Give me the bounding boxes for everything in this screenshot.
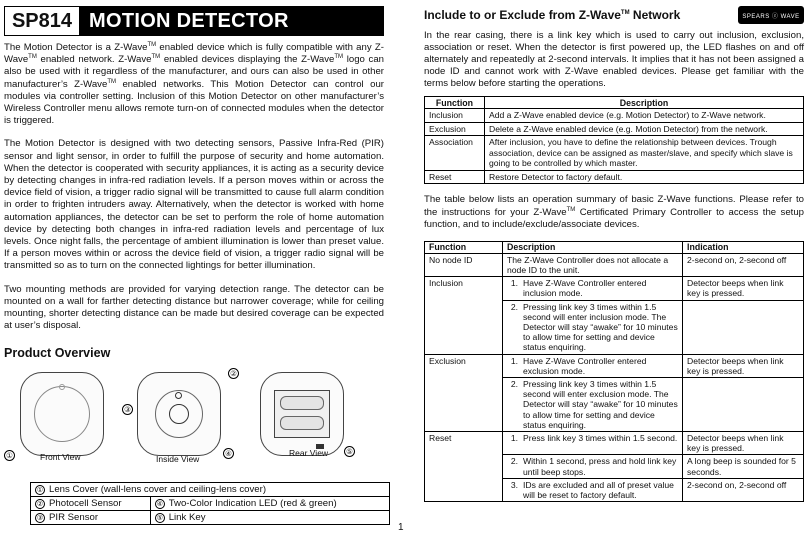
operation-summary-table bbox=[424, 241, 804, 502]
legend-row bbox=[31, 511, 390, 525]
legend-cell bbox=[150, 497, 389, 511]
parts-legend bbox=[30, 482, 390, 525]
operation-step-cell bbox=[503, 478, 683, 501]
step-text: The Z-Wave Controller does not allocate a node ID to the unit. bbox=[507, 254, 669, 275]
legend-text: Lens Cover (wall-lens cover and ceiling-lens cover) bbox=[49, 484, 267, 496]
trademark-sup: TM bbox=[28, 54, 37, 61]
trademark-sup: TM bbox=[107, 78, 116, 85]
step-item bbox=[507, 356, 678, 376]
step-item bbox=[507, 379, 678, 430]
indication-cell: 2-second on, 2-second off bbox=[683, 253, 804, 276]
operation-summary-body bbox=[425, 253, 804, 501]
text-run: The Motion Detector is a Z-Wave bbox=[4, 42, 148, 53]
legend-text: Link Key bbox=[168, 512, 206, 524]
legend-number: ① bbox=[36, 486, 44, 494]
text-run: enabled network. Z-Wave bbox=[36, 54, 152, 66]
column-header: Indication bbox=[683, 241, 804, 253]
text-run: Certificated Primary Controller to access the setup function, and to include/exclude/associate devices. bbox=[424, 206, 804, 230]
mounting-paragraph: Two mounting methods are provided for varying detection range. The detector can be mounted on a wall for farther detecting distance but narrower coverage; while for ceiling mounting, shorter detecting distance can be made but desired coverage can be expected at user’s disposal. bbox=[4, 283, 384, 332]
operation-function-cell: Exclusion bbox=[425, 354, 503, 431]
legend-cell bbox=[31, 483, 390, 497]
right-header bbox=[424, 6, 804, 24]
step-item bbox=[507, 433, 678, 443]
function-description-cell: Delete a Z-Wave enabled device (e.g. Motion Detector) from the network. bbox=[485, 122, 804, 136]
zwave-logo: SPEARS ⓩ WAVE bbox=[738, 6, 804, 24]
front-view-caption: Front View bbox=[40, 452, 81, 463]
function-name-cell: Exclusion bbox=[425, 122, 485, 136]
step-number: 1. bbox=[510, 278, 518, 289]
section-title bbox=[424, 8, 680, 22]
step-number: 1. bbox=[510, 355, 518, 366]
operation-step-cell bbox=[503, 432, 683, 455]
intro-paragraph bbox=[4, 42, 384, 127]
left-column bbox=[4, 6, 384, 525]
sensors-paragraph: The Motion Detector is designed with two detecting sensors, Passive Infra-Red (PIR) sensor and light sensor, in order to fulfill the purpose of security and home automation. When the detector is cooperated with security appliances, it is acting as a security device by detecting changes in infra-red radiation levels. If a person moves within or across the device field of vision, a trigger radio signal will be transmitted to cause full alarm condition in order to frighten intruders away. Alternatively, when the detector is worked with home automation appliances, the detector can be set to perform the role of home automation device by detecting both changes in infra-red radiation levels and percentage of lux levels. Once night falls, the percentage of ambient illumination is lower than preset value. If a person moves within or across the device field of vision, a trigger radio signal will be transmitted so as to turn on the connected lightings for better illumination. bbox=[4, 138, 384, 272]
step-item bbox=[507, 480, 678, 500]
step-text: IDs are excluded and all of preset value will be reset to factory default. bbox=[523, 479, 674, 501]
step-text: Pressing link key 3 times within 1.5 second will enter exclusion mode. The Detector will stay “awake” for 10 minutes to allow time for setting and device status enquiring. bbox=[523, 378, 678, 430]
section-title-sup: TM bbox=[620, 10, 630, 16]
model-number: SP814 bbox=[5, 7, 81, 35]
indication-cell bbox=[683, 377, 804, 431]
callout-3: ③ bbox=[122, 404, 133, 415]
product-title: MOTION DETECTOR bbox=[81, 7, 383, 35]
step-item bbox=[507, 456, 678, 476]
step-item bbox=[507, 278, 678, 298]
callout-4: ④ bbox=[223, 448, 234, 459]
inside-view-caption: Inside View bbox=[156, 454, 200, 465]
function-name-cell: Reset bbox=[425, 170, 485, 184]
legend-cell bbox=[31, 511, 151, 525]
table-row bbox=[425, 253, 804, 276]
operation-function-cell: Reset bbox=[425, 432, 503, 502]
legend-text: PIR Sensor bbox=[49, 512, 99, 524]
text-run: enabled networks. This Motion Detector can control our modules via controller setting. Inclusion of this Motion Detector on other manufacturer’s Wireless Controller menu allows remote turn-on of connected modules when the detector is triggered. bbox=[4, 78, 385, 127]
table-row bbox=[425, 136, 804, 171]
operation-summary-paragraph bbox=[424, 194, 804, 230]
section-title-text: Include to or Exclude from Z-Wave bbox=[424, 8, 621, 22]
indication-cell: A long beep is sounded for 5 seconds. bbox=[683, 455, 804, 478]
rear-view-caption: Rear View bbox=[289, 448, 329, 459]
operation-step-cell bbox=[503, 277, 683, 300]
callout-1: ① bbox=[4, 450, 15, 461]
function-terms-body bbox=[425, 109, 804, 184]
indication-cell: 2-second on, 2-second off bbox=[683, 478, 804, 501]
function-description-cell: Restore Detector to factory default. bbox=[485, 170, 804, 184]
callout-2: ② bbox=[228, 368, 239, 379]
trademark-sup: TM bbox=[147, 41, 157, 48]
legend-row bbox=[31, 483, 390, 497]
function-description-cell: After inclusion, you have to define the relationship between devices. Trough association, device can be assigned as master/slave, and specify which slave is going to be controlled by which master. bbox=[485, 136, 804, 171]
text-run: logo can also be used with it regardless of the manufacturer, and ours can also be used in other manufacturer’s Z-Wave bbox=[4, 54, 385, 90]
title-bar bbox=[4, 6, 384, 36]
operation-function-cell: No node ID bbox=[425, 253, 503, 276]
operation-function-cell: Inclusion bbox=[425, 277, 503, 354]
legend-number: ⑤ bbox=[156, 514, 163, 522]
column-header: Function bbox=[425, 241, 503, 253]
legend-number: ② bbox=[36, 500, 44, 508]
product-views bbox=[4, 368, 384, 478]
legend-number: ④ bbox=[156, 500, 163, 508]
table-row bbox=[425, 354, 804, 377]
legend-number: ③ bbox=[36, 514, 44, 522]
function-name-cell: Inclusion bbox=[425, 109, 485, 123]
trademark-sup: TM bbox=[566, 206, 576, 213]
indication-cell: Detector beeps when link key is pressed. bbox=[683, 354, 804, 377]
indication-cell: Detector beeps when link key is pressed. bbox=[683, 277, 804, 300]
function-description-cell: Add a Z-Wave enabled device (e.g. Motion Detector) to Z-Wave network. bbox=[485, 109, 804, 123]
table-row bbox=[425, 122, 804, 136]
indication-cell bbox=[683, 300, 804, 354]
legend-cell bbox=[31, 497, 151, 511]
text-run: enabled devices displaying the Z-Wave bbox=[160, 54, 335, 66]
step-text: Pressing link key 3 times within 1.5 second will enter inclusion mode. The Detector will stay “awake” for 10 minutes to allow time for setting and device status enquiring. bbox=[523, 301, 678, 353]
table-header-row bbox=[425, 97, 804, 109]
trademark-sup: TM bbox=[151, 54, 161, 61]
operation-step-cell bbox=[503, 253, 683, 276]
legend-cell bbox=[150, 511, 389, 525]
function-name-cell: Association bbox=[425, 136, 485, 171]
table-row bbox=[425, 432, 804, 455]
legend-text: Photocell Sensor bbox=[49, 498, 122, 510]
step-text: Have Z-Wave Controller entered exclusion mode. bbox=[523, 355, 647, 376]
step-text: Have Z-Wave Controller entered inclusion mode. bbox=[523, 278, 647, 299]
step-number: 2. bbox=[510, 456, 518, 467]
step-item bbox=[507, 302, 678, 353]
legend-text: Two-Color Indication LED (red & green) bbox=[168, 498, 337, 510]
indication-cell: Detector beeps when link key is pressed. bbox=[683, 432, 804, 455]
callout-5: ⑤ bbox=[344, 446, 355, 457]
legend-row bbox=[31, 497, 390, 511]
step-number: 2. bbox=[510, 301, 518, 312]
section-title-tail: Network bbox=[629, 8, 681, 22]
column-header: Description bbox=[503, 241, 683, 253]
operation-step-cell bbox=[503, 455, 683, 478]
trademark-sup: TM bbox=[334, 54, 344, 61]
table-row bbox=[425, 277, 804, 300]
table-row bbox=[425, 170, 804, 184]
text-run: The table below lists an operation summary of basic Z-Wave functions. Please refer to the instructions for your Z-Wave bbox=[424, 194, 804, 218]
operation-step-cell bbox=[503, 377, 683, 431]
text-run: enabled device which is fully compatible with any Z-Wave bbox=[4, 42, 384, 66]
table-row bbox=[425, 109, 804, 123]
step-number: 2. bbox=[510, 378, 518, 389]
link-key-paragraph: In the rear casing, there is a link key which is used to carry out inclusion, exclusion, association or reset. When the detector is first powered up, the LED flashes on and off alternately and repeatedly at 2-second intervals. It implies that it has not been assigned a node ID and cannot work with Z-Wave enabled devices. Please get familiar with the terms below before starting the operations. bbox=[424, 30, 804, 90]
column-header: Function bbox=[425, 97, 485, 109]
step-number: 1. bbox=[510, 433, 518, 443]
product-overview-heading: Product Overview bbox=[4, 346, 111, 361]
step-text: Within 1 second, press and hold link key until beep stops. bbox=[523, 456, 677, 477]
operation-step-cell bbox=[503, 300, 683, 354]
page-number: 1 bbox=[398, 522, 404, 533]
step-number: 3. bbox=[510, 479, 518, 490]
function-terms-table bbox=[424, 96, 804, 184]
operation-step-cell bbox=[503, 354, 683, 377]
step-text: Press link key 3 times within 1.5 second. bbox=[523, 433, 678, 443]
table-header-row bbox=[425, 241, 804, 253]
right-column bbox=[424, 6, 804, 502]
column-header: Description bbox=[485, 97, 804, 109]
